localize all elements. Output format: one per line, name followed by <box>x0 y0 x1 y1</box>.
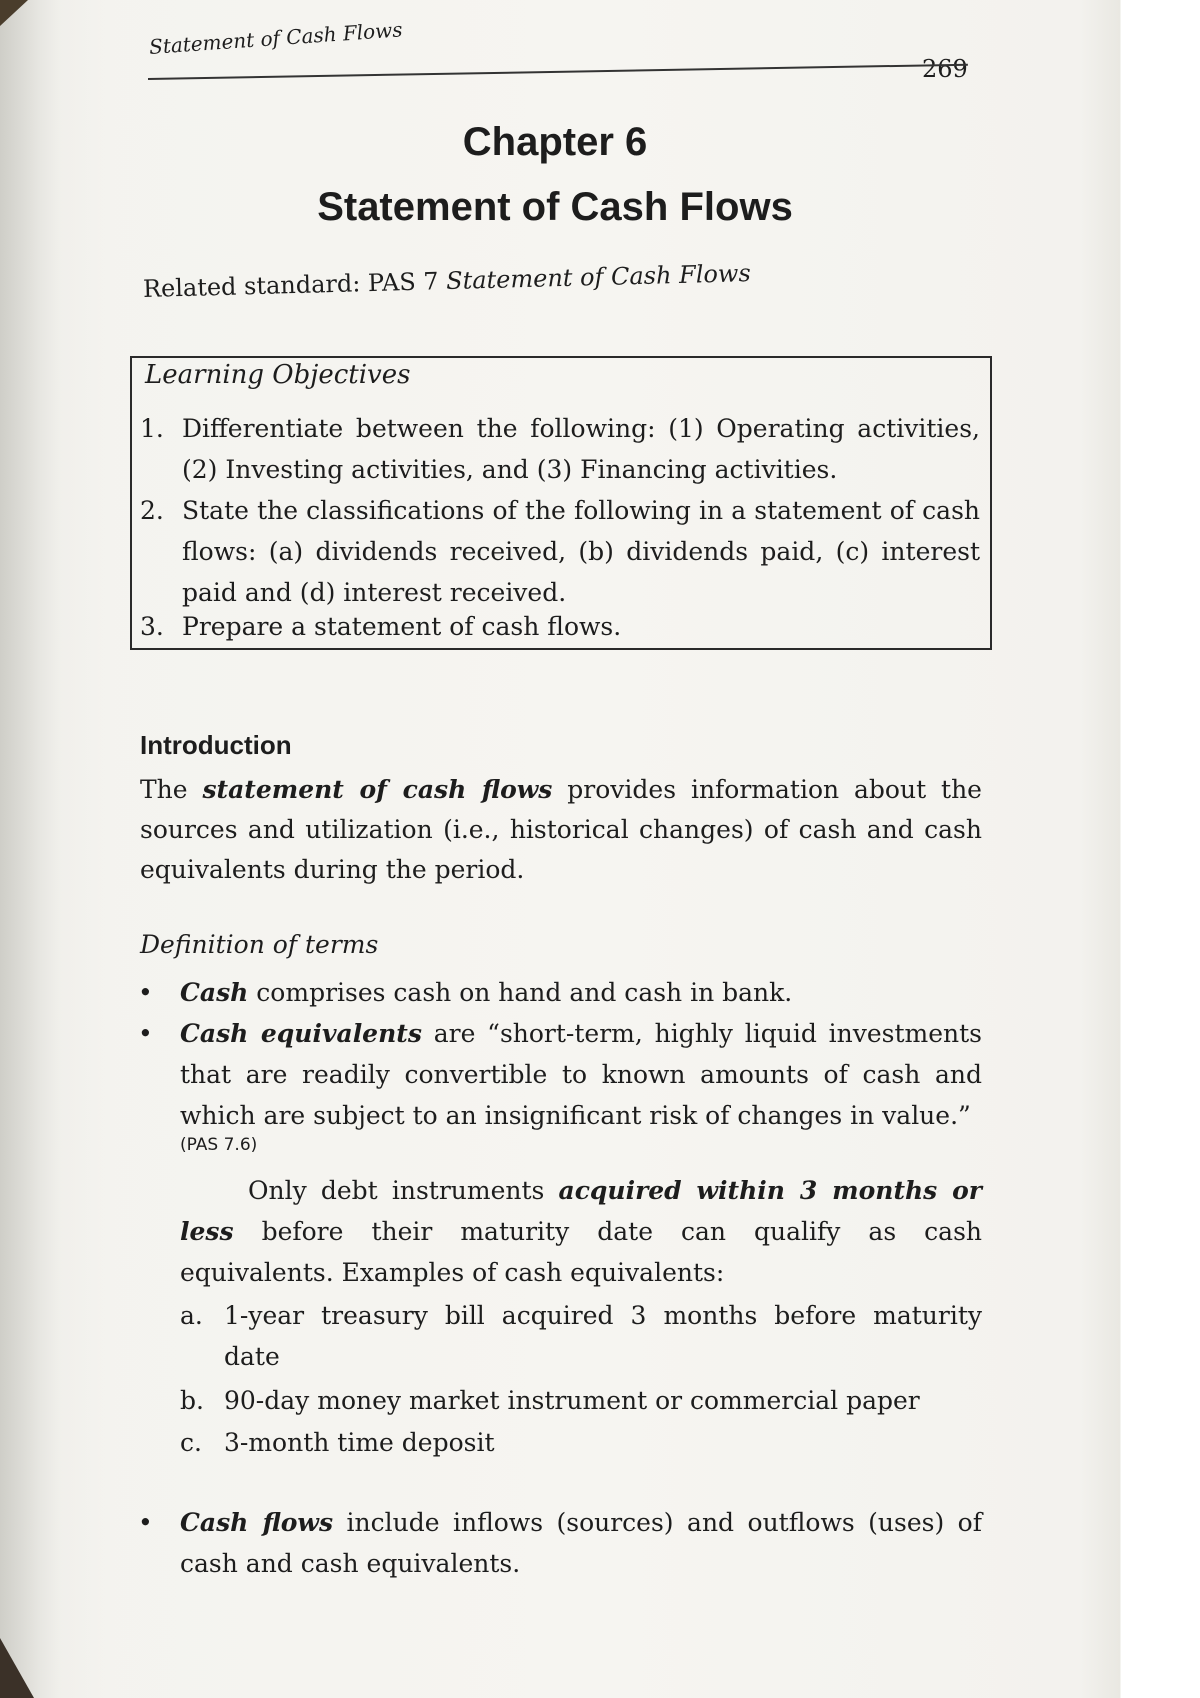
page-corner-top-left <box>0 0 28 26</box>
objective-item <box>140 606 980 647</box>
definition-body: comprises cash on hand and cash in bank. <box>248 978 793 1007</box>
qualification-rest: before their maturity date can qualify as cash equivalents. Examples of cash equivalents: <box>180 1217 982 1287</box>
definition-bullet-cash <box>130 972 982 1013</box>
definition-text <box>180 972 982 1013</box>
bullet-icon: • <box>138 1019 153 1048</box>
example-letter: b. <box>180 1386 204 1415</box>
page-corner-bottom-left <box>0 1638 34 1698</box>
qualification-paragraph <box>180 1170 982 1293</box>
example-letter: a. <box>180 1301 203 1330</box>
definition-body: include inflows (sources) and outflows (uses) of cash and cash equivalents. <box>180 1508 982 1578</box>
definition-body: are “short-term, highly liquid investments that are readily convertible to known amounts of cash and which are subject to an insignificant risk of changes in value.” <box>180 1019 982 1130</box>
definition-bullet-cash-flows <box>130 1502 982 1584</box>
example-item <box>180 1295 982 1377</box>
chapter-label: Chapter 6 <box>462 120 648 164</box>
definition-term: Cash <box>180 978 249 1007</box>
intro-rest: provides information about the sources and utilization (i.e., historical changes) of cash and cash equivalents during the period. <box>140 775 982 884</box>
qualification-emphasis: acquired within 3 months or less <box>180 1176 982 1246</box>
introduction-paragraph <box>140 770 982 890</box>
definition-heading: Definition of terms <box>140 930 379 959</box>
objective-number: 2. <box>140 496 164 525</box>
definition-text <box>180 1502 982 1584</box>
learning-objectives-heading: Learning Objectives <box>145 360 411 390</box>
chapter-title: Statement of Cash Flows <box>317 185 793 229</box>
intro-lead: The <box>140 775 203 804</box>
objective-text: State the classifications of the following in a statement of cash flows: (a) dividends received, (b) dividends paid, (c) interest paid and (d) interest received. <box>182 496 980 607</box>
header-rule <box>148 64 968 80</box>
definition-term: Cash equivalents <box>180 1019 422 1048</box>
objective-number: 3. <box>140 612 164 641</box>
bullet-icon: • <box>138 978 153 1007</box>
introduction-heading: Introduction <box>140 730 292 760</box>
definition-term: Cash flows <box>180 1508 334 1537</box>
page-spine-shadow <box>0 0 110 1698</box>
objective-item <box>140 408 980 490</box>
definition-bullet-cash-equivalents <box>130 1013 982 1136</box>
qualification-lead: Only debt instruments <box>248 1176 559 1205</box>
page-number: 269 <box>922 55 968 83</box>
objective-text: Differentiate between the following: (1) Operating activities, (2) Investing activities, and (3) Financing activities. <box>182 414 980 484</box>
related-standard-prefix: Related standard: PAS 7 <box>142 267 447 303</box>
example-letter: c. <box>180 1428 202 1457</box>
example-item <box>180 1380 982 1421</box>
related-standard <box>143 259 751 303</box>
definition-text <box>180 1013 982 1136</box>
objective-item <box>140 490 980 613</box>
related-standard-title: Statement of Cash Flows <box>445 259 752 296</box>
objective-number: 1. <box>140 414 164 443</box>
example-text: 1-year treasury bill acquired 3 months before maturity date <box>224 1301 982 1371</box>
example-text: 3-month time deposit <box>224 1428 495 1457</box>
objective-text: Prepare a statement of cash flows. <box>182 612 622 641</box>
intro-term: statement of cash flows <box>202 775 553 804</box>
example-text: 90-day money market instrument or commercial paper <box>224 1386 920 1415</box>
pas-reference: (PAS 7.6) <box>180 1135 258 1155</box>
running-head: Statement of Cash Flows <box>148 17 404 59</box>
bullet-icon: • <box>138 1508 153 1537</box>
example-item <box>180 1422 982 1463</box>
